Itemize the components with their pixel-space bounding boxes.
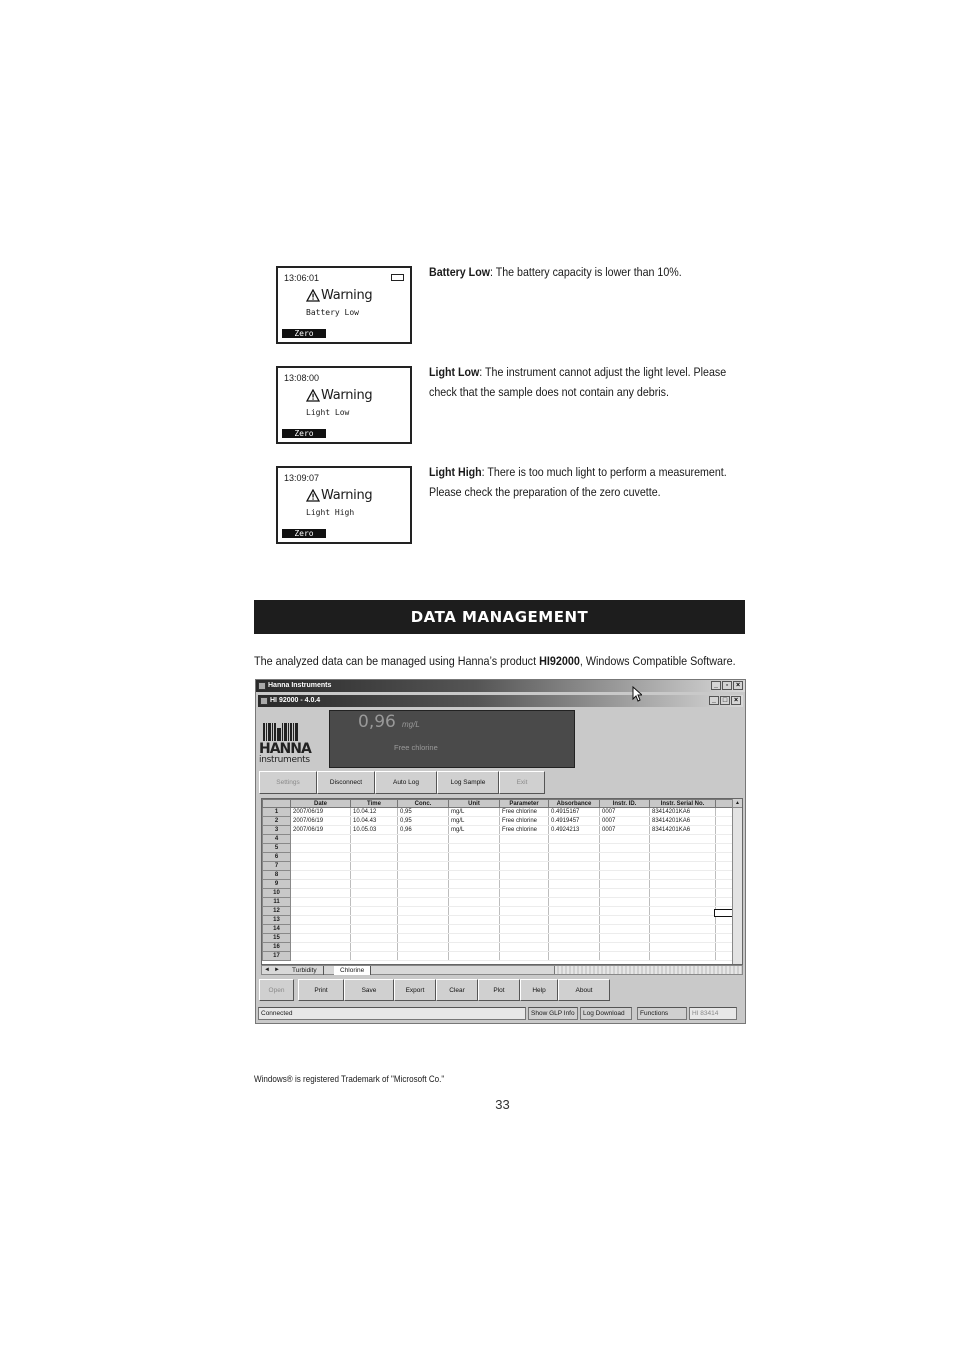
table-cell[interactable] — [291, 934, 351, 943]
lcd-zero-key: Zero — [282, 529, 326, 538]
lcd-message: Light Low — [306, 408, 350, 417]
table-cell[interactable] — [351, 934, 398, 943]
table-cell[interactable] — [291, 916, 351, 925]
table-row[interactable] — [263, 808, 736, 817]
warning-icon — [306, 389, 320, 402]
table-cell[interactable] — [600, 862, 650, 871]
battery-icon — [391, 274, 404, 281]
table-row[interactable] — [263, 826, 736, 835]
maximize-icon[interactable]: □ — [720, 696, 730, 705]
row-number[interactable]: 10 — [263, 889, 291, 898]
table-cell[interactable] — [351, 853, 398, 862]
row-number[interactable]: 6 — [263, 853, 291, 862]
table-cell[interactable]: 0.4915167 — [549, 808, 600, 817]
table-row[interactable] — [263, 907, 736, 916]
row-number-header — [263, 800, 291, 808]
table-cell[interactable] — [600, 889, 650, 898]
clear-button[interactable]: Clear — [436, 979, 478, 1001]
sheet-tab-bar — [261, 965, 743, 975]
table-cell[interactable] — [500, 880, 549, 889]
table-cell[interactable] — [650, 925, 716, 934]
table-cell[interactable] — [500, 871, 549, 880]
table-cell[interactable] — [600, 943, 650, 952]
table-cell[interactable] — [351, 916, 398, 925]
table-cell[interactable] — [449, 871, 500, 880]
open-button[interactable]: Open — [259, 979, 294, 1001]
intro-before: The analyzed data can be managed using Hanna’s product — [254, 654, 540, 668]
column-header-instr-id[interactable]: Instr. ID. — [600, 800, 650, 808]
functions-button[interactable]: Functions — [637, 1007, 687, 1020]
table-cell[interactable] — [398, 853, 449, 862]
row-number[interactable]: 8 — [263, 871, 291, 880]
table-cell[interactable] — [549, 907, 600, 916]
table-cell[interactable]: 0.4919457 — [549, 817, 600, 826]
lcd-battery-low — [276, 266, 412, 344]
table-cell[interactable] — [449, 934, 500, 943]
table-cell[interactable] — [291, 898, 351, 907]
table-cell[interactable] — [291, 853, 351, 862]
connection-status: Connected — [258, 1007, 526, 1020]
table-row[interactable] — [263, 817, 736, 826]
table-cell[interactable] — [549, 943, 600, 952]
warning-icon — [306, 489, 320, 502]
table-cell[interactable]: 0007 — [600, 808, 650, 817]
table-cell[interactable] — [549, 835, 600, 844]
table-row[interactable] — [263, 916, 736, 925]
table-cell[interactable] — [549, 925, 600, 934]
table-row[interactable] — [263, 889, 736, 898]
outer-title-bar — [256, 680, 745, 692]
table-cell[interactable] — [351, 943, 398, 952]
intro-paragraph — [254, 654, 736, 668]
table-cell[interactable] — [650, 952, 716, 961]
lcd-warning — [306, 388, 372, 403]
table-cell[interactable] — [650, 943, 716, 952]
show-glp-info-button[interactable]: Show GLP Info — [528, 1007, 578, 1020]
close-icon[interactable]: × — [731, 696, 741, 705]
table-cell[interactable]: 0,95 — [398, 808, 449, 817]
lcd-warning — [306, 288, 372, 303]
table-cell[interactable] — [600, 925, 650, 934]
table-cell[interactable]: 10.04.12 — [351, 808, 398, 817]
table-cell[interactable] — [500, 889, 549, 898]
table-cell[interactable]: 0007 — [600, 826, 650, 835]
row-number[interactable]: 17 — [263, 952, 291, 961]
tab-chlorine[interactable]: Chlorine — [334, 966, 371, 975]
table-cell[interactable] — [351, 889, 398, 898]
log-download-button[interactable]: Log Download — [580, 1007, 632, 1020]
table-cell[interactable] — [398, 898, 449, 907]
vertical-scrollbar[interactable] — [732, 799, 742, 964]
table-cell[interactable] — [600, 934, 650, 943]
table-cell[interactable]: 83414201KA6 — [650, 826, 716, 835]
exit-button[interactable]: Exit — [499, 771, 545, 794]
export-button[interactable]: Export — [394, 979, 436, 1001]
lcd-zero-key: Zero — [282, 429, 326, 438]
row-number[interactable]: 13 — [263, 916, 291, 925]
table-cell[interactable] — [650, 844, 716, 853]
table-cell[interactable]: 0,96 — [398, 826, 449, 835]
table-cell[interactable] — [500, 943, 549, 952]
table-cell[interactable] — [549, 916, 600, 925]
table-cell[interactable] — [500, 934, 549, 943]
table-cell[interactable] — [549, 889, 600, 898]
table-cell[interactable] — [449, 853, 500, 862]
table-cell[interactable] — [549, 844, 600, 853]
reading-parameter: Free chlorine — [394, 743, 438, 752]
row-number[interactable]: 15 — [263, 934, 291, 943]
table-cell[interactable] — [351, 907, 398, 916]
table-cell[interactable] — [500, 916, 549, 925]
table-cell[interactable]: 0.4924213 — [549, 826, 600, 835]
table-cell[interactable] — [449, 925, 500, 934]
table-cell[interactable]: Free chlorine — [500, 808, 549, 817]
table-cell[interactable] — [291, 862, 351, 871]
table-cell[interactable] — [449, 844, 500, 853]
table-cell[interactable] — [291, 844, 351, 853]
table-cell[interactable]: 2007/06/19 — [291, 817, 351, 826]
table-cell[interactable]: 0007 — [600, 817, 650, 826]
table-cell[interactable] — [398, 952, 449, 961]
lcd-zero-key: Zero — [282, 329, 326, 338]
table-cell[interactable] — [600, 916, 650, 925]
table-cell[interactable] — [449, 916, 500, 925]
table-cell[interactable] — [549, 934, 600, 943]
table-cell[interactable] — [449, 880, 500, 889]
table-row[interactable] — [263, 844, 736, 853]
row-number[interactable]: 3 — [263, 826, 291, 835]
table-cell[interactable] — [549, 853, 600, 862]
table-row[interactable] — [263, 952, 736, 961]
table-cell[interactable]: 2007/06/19 — [291, 826, 351, 835]
barcode-logo-icon — [263, 723, 299, 741]
table-cell[interactable] — [449, 907, 500, 916]
table-cell[interactable] — [500, 952, 549, 961]
column-header-unit[interactable]: Unit — [449, 800, 500, 808]
table-cell[interactable] — [500, 862, 549, 871]
table-cell[interactable] — [398, 943, 449, 952]
table-cell[interactable]: 83414201KA6 — [650, 808, 716, 817]
table-cell[interactable] — [500, 898, 549, 907]
app-icon — [258, 682, 266, 690]
close-icon[interactable]: × — [733, 681, 743, 690]
lcd-message: Battery Low — [306, 308, 359, 317]
table-cell[interactable] — [351, 835, 398, 844]
table-cell[interactable]: 0,95 — [398, 817, 449, 826]
table-cell[interactable] — [291, 889, 351, 898]
table-cell[interactable] — [449, 835, 500, 844]
mouse-pointer-icon — [632, 686, 642, 702]
lcd-time: 13:09:07 — [284, 473, 320, 483]
row-number[interactable]: 9 — [263, 880, 291, 889]
inner-window-title: HI 92000 - 4.0.4 — [270, 697, 321, 704]
table-row[interactable] — [263, 835, 736, 844]
warning-label: Light Low — [429, 365, 480, 379]
table-cell[interactable] — [398, 835, 449, 844]
table-cell[interactable] — [291, 880, 351, 889]
table-cell[interactable] — [600, 952, 650, 961]
lcd-warning-title: Warning — [321, 488, 373, 503]
intro-after: , Windows Compatible Software. — [579, 654, 736, 668]
tab-next-icon[interactable]: ► — [274, 967, 280, 973]
table-row[interactable] — [263, 862, 736, 871]
table-cell[interactable] — [650, 889, 716, 898]
table-cell[interactable] — [549, 952, 600, 961]
lcd-warning-title: Warning — [321, 288, 373, 303]
table-cell[interactable] — [351, 844, 398, 853]
table-row[interactable] — [263, 925, 736, 934]
table-cell[interactable] — [398, 862, 449, 871]
lcd-time: 13:08:00 — [284, 373, 320, 383]
hanna-logo — [259, 713, 327, 768]
table-row[interactable] — [263, 943, 736, 952]
meter-select[interactable]: HI 83414 — [689, 1007, 737, 1020]
row-number[interactable]: 16 — [263, 943, 291, 952]
light-low-description — [429, 363, 749, 402]
column-header-parameter[interactable]: Parameter — [500, 800, 549, 808]
table-cell[interactable] — [398, 934, 449, 943]
table-cell[interactable] — [600, 844, 650, 853]
warning-text: : The battery capacity is lower than 10%. — [489, 265, 682, 279]
table-cell[interactable] — [351, 925, 398, 934]
table-cell[interactable] — [600, 835, 650, 844]
column-header-absorbance[interactable]: Absorbance — [549, 800, 600, 808]
plot-button[interactable]: Plot — [478, 979, 520, 1001]
table-cell[interactable] — [650, 853, 716, 862]
table-cell[interactable] — [650, 898, 716, 907]
warning-text: : The instrument cannot adjust the light level. Please check that the sample does not contain any debris. — [429, 365, 727, 399]
lcd-light-low — [276, 366, 412, 444]
table-cell[interactable] — [398, 871, 449, 880]
lcd-light-high — [276, 466, 412, 544]
lcd-warning — [306, 488, 372, 503]
disconnect-button[interactable]: Disconnect — [317, 771, 375, 794]
page-number: 33 — [495, 1097, 510, 1112]
lcd-message: Light High — [306, 508, 355, 517]
save-button[interactable]: Save — [344, 979, 394, 1001]
table-cell[interactable]: 10.04.43 — [351, 817, 398, 826]
table-cell[interactable] — [549, 871, 600, 880]
table-cell[interactable] — [398, 916, 449, 925]
row-number[interactable]: 1 — [263, 808, 291, 817]
table-cell[interactable] — [291, 871, 351, 880]
column-header-serial[interactable]: Instr. Serial No. — [650, 800, 716, 808]
warning-label: Light High — [429, 465, 482, 479]
table-cell[interactable] — [500, 844, 549, 853]
table-cell[interactable] — [500, 925, 549, 934]
minimize-icon[interactable]: _ — [711, 681, 721, 690]
table-cell[interactable] — [398, 907, 449, 916]
table-cell[interactable] — [351, 898, 398, 907]
status-bar — [258, 1007, 744, 1021]
row-number[interactable]: 14 — [263, 925, 291, 934]
table-cell[interactable] — [351, 862, 398, 871]
log-sample-button[interactable]: Log Sample — [437, 771, 499, 794]
table-row[interactable] — [263, 934, 736, 943]
table-cell[interactable]: 2007/06/19 — [291, 808, 351, 817]
table-cell[interactable] — [650, 871, 716, 880]
table-cell[interactable] — [650, 907, 716, 916]
row-number[interactable]: 11 — [263, 898, 291, 907]
table-cell[interactable]: 83414201KA6 — [650, 817, 716, 826]
tab-turbidity[interactable]: Turbidity — [286, 966, 324, 975]
grid-header-row — [263, 800, 736, 808]
table-row[interactable] — [263, 871, 736, 880]
table-cell[interactable]: 10.05.03 — [351, 826, 398, 835]
table-cell[interactable] — [500, 835, 549, 844]
light-high-description — [429, 463, 749, 502]
table-cell[interactable] — [449, 943, 500, 952]
main-toolbar — [259, 771, 545, 794]
help-button[interactable]: Help — [520, 979, 558, 1001]
table-cell[interactable] — [600, 898, 650, 907]
table-cell[interactable] — [291, 952, 351, 961]
table-cell[interactable] — [449, 889, 500, 898]
table-cell[interactable]: mg/L — [449, 808, 500, 817]
section-title: DATA MANAGEMENT — [254, 600, 745, 634]
table-cell[interactable] — [449, 862, 500, 871]
trademark-footnote: Windows® is registered Trademark of "Microsoft Co." — [254, 1074, 445, 1085]
table-cell[interactable] — [398, 844, 449, 853]
table-cell[interactable] — [650, 934, 716, 943]
row-number[interactable]: 4 — [263, 835, 291, 844]
table-cell[interactable] — [398, 880, 449, 889]
table-cell[interactable] — [500, 907, 549, 916]
reading-unit: mg/L — [402, 720, 420, 729]
table-cell[interactable] — [650, 916, 716, 925]
table-cell[interactable]: Free chlorine — [500, 826, 549, 835]
product-name: HI92000 — [539, 654, 580, 668]
selected-cell[interactable] — [714, 909, 734, 917]
table-cell[interactable] — [291, 907, 351, 916]
table-cell[interactable] — [600, 871, 650, 880]
minimize-icon[interactable]: _ — [709, 696, 719, 705]
scroll-up-icon[interactable]: ▲ — [733, 799, 742, 808]
table-cell[interactable]: mg/L — [449, 826, 500, 835]
data-grid[interactable] — [261, 798, 743, 965]
print-button[interactable]: Print — [298, 979, 344, 1001]
table-cell[interactable] — [600, 907, 650, 916]
horizontal-scrollbar[interactable] — [554, 966, 742, 974]
table-cell[interactable] — [650, 880, 716, 889]
table-cell[interactable] — [549, 880, 600, 889]
table-cell[interactable] — [351, 871, 398, 880]
reading-value: 0,96 — [358, 712, 396, 732]
warning-text: : There is too much light to perform a measurement. Please check the preparation of the zero cuvette. — [429, 465, 727, 499]
table-cell[interactable] — [600, 880, 650, 889]
lcd-warning-title: Warning — [321, 388, 373, 403]
column-header-time[interactable]: Time — [351, 800, 398, 808]
table-cell[interactable] — [398, 889, 449, 898]
software-screenshot — [255, 679, 746, 1024]
table-cell[interactable] — [449, 898, 500, 907]
table-cell[interactable] — [549, 898, 600, 907]
table-row[interactable] — [263, 880, 736, 889]
table-cell[interactable] — [351, 952, 398, 961]
table-cell[interactable] — [650, 862, 716, 871]
table-cell[interactable]: Free chlorine — [500, 817, 549, 826]
settings-button[interactable]: Settings — [259, 771, 317, 794]
table-cell[interactable] — [291, 835, 351, 844]
table-cell[interactable] — [500, 853, 549, 862]
warning-icon — [306, 289, 320, 302]
table-cell[interactable] — [600, 853, 650, 862]
table-row[interactable] — [263, 853, 736, 862]
about-button[interactable]: About — [558, 979, 610, 1001]
column-header-conc[interactable]: Conc. — [398, 800, 449, 808]
column-header-date[interactable]: Date — [291, 800, 351, 808]
battery-low-description — [429, 263, 749, 283]
row-number[interactable]: 2 — [263, 817, 291, 826]
restore-icon[interactable]: ▫ — [722, 681, 732, 690]
warning-label: Battery Low — [429, 265, 490, 279]
outer-window-title: Hanna Instruments — [268, 682, 332, 689]
row-number[interactable]: 7 — [263, 862, 291, 871]
logo-hanna: HANNA — [259, 741, 311, 757]
table-cell[interactable] — [549, 862, 600, 871]
table-cell[interactable]: mg/L — [449, 817, 500, 826]
row-number[interactable]: 12 — [263, 907, 291, 916]
table-cell[interactable] — [650, 835, 716, 844]
table-row[interactable] — [263, 898, 736, 907]
table-cell[interactable] — [449, 952, 500, 961]
bottom-toolbar — [259, 979, 610, 1001]
table-cell[interactable] — [398, 925, 449, 934]
reading-display — [329, 710, 575, 768]
document-icon — [260, 697, 268, 705]
auto-log-button[interactable]: Auto Log — [375, 771, 437, 794]
lcd-time: 13:06:01 — [284, 273, 320, 283]
tab-prev-icon[interactable]: ◄ — [264, 967, 270, 973]
inner-title-bar — [258, 695, 743, 707]
table-cell[interactable] — [291, 925, 351, 934]
table-cell[interactable] — [291, 943, 351, 952]
table-cell[interactable] — [351, 880, 398, 889]
logo-instruments: instruments — [259, 755, 310, 765]
row-number[interactable]: 5 — [263, 844, 291, 853]
